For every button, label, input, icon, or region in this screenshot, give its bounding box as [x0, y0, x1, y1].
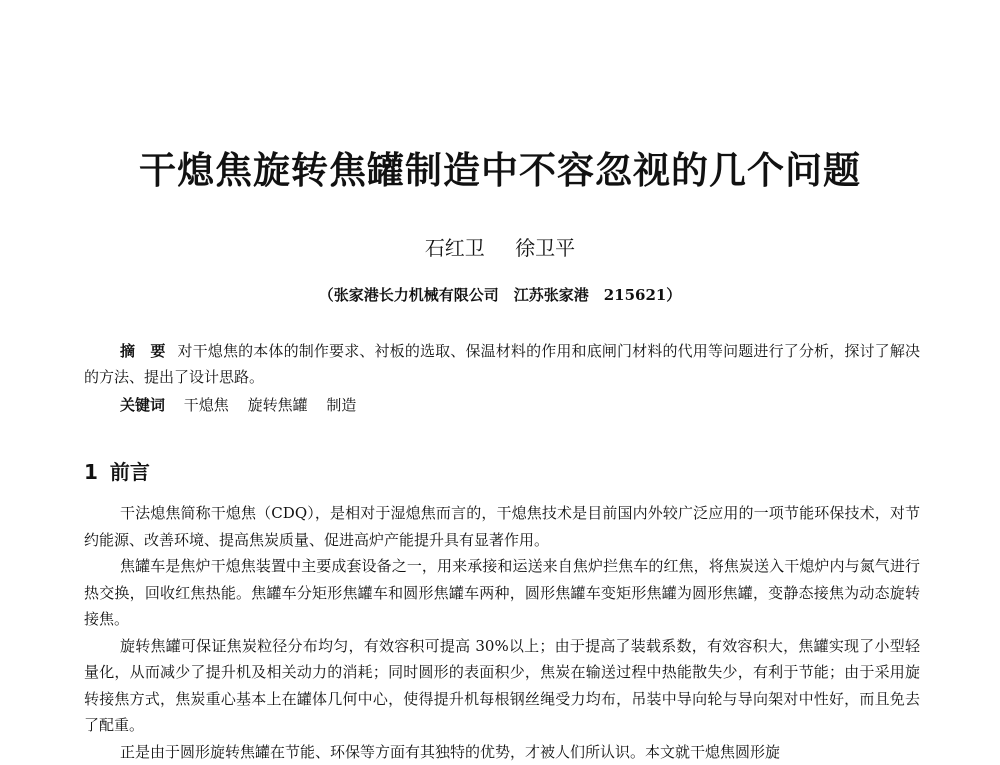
paper-title: 干熄焦旋转焦罐制造中不容忽视的几个问题 [0, 140, 1000, 194]
abstract-text: 对干熄焦的本体的制作要求、衬板的选取、保温材料的作用和底闸门材料的代用等问题进行了分析，探讨了解决的方法、提出了设计思路。 [84, 342, 920, 386]
keywords-label: 关键词 [120, 396, 165, 414]
keyword: 制造 [326, 396, 356, 414]
keywords [84, 392, 956, 418]
keyword: 干熄焦 [184, 396, 229, 414]
keyword: 旋转焦罐 [248, 396, 308, 414]
paragraph: 正是由于圆形旋转焦罐在节能、环保等方面有其独特的优势，才被人们所认识。本文就干熄焦圆形旋 [84, 739, 920, 765]
author-name: 徐卫平 [515, 236, 575, 260]
section-title: 前言 [110, 460, 150, 484]
author-name: 石红卫 [425, 236, 485, 260]
paragraph: 干法熄焦简称干熄焦（CDQ），是相对于湿熄焦而言的，干熄焦技术是目前国内外较广泛应用的一项节能环保技术，对节约能源、改善环境、提高焦炭质量、促进高炉产能提升具有显著作用。 [84, 500, 920, 553]
body-text [84, 500, 920, 765]
abstract-label: 摘 要 [120, 342, 165, 360]
paragraph: 旋转焦罐可保证焦炭粒径分布均匀，有效容积可提高 30%以上；由于提高了装载系数，有效容积大，焦罐实现了小型轻量化，从而减少了提升机及相关动力的消耗；同时圆形的表面积少，焦炭在输送过程中热能散失少，有利于节能；由于采用旋转接焦方式，焦炭重心基本上在罐体几何中心，使得提升机每根钢丝绳受力均布，吊装中导向轮与导向架对中性好，而且免去了配重。 [84, 633, 920, 739]
author-list [0, 232, 1000, 261]
abstract [84, 338, 920, 390]
section-number: 1 [84, 460, 98, 484]
affiliation: （张家港长力机械有限公司 江苏张家港 215621） [0, 284, 1000, 305]
section-heading [84, 456, 150, 485]
paragraph: 焦罐车是焦炉干熄焦装置中主要成套设备之一，用来承接和运送来自焦炉拦焦车的红焦，将焦炭送入干熄炉内与氮气进行热交换，回收红焦热能。焦罐车分矩形焦罐车和圆形焦罐车两种，圆形焦罐车变矩形焦罐为圆形焦罐，变静态接焦为动态旋转接焦。 [84, 553, 920, 633]
